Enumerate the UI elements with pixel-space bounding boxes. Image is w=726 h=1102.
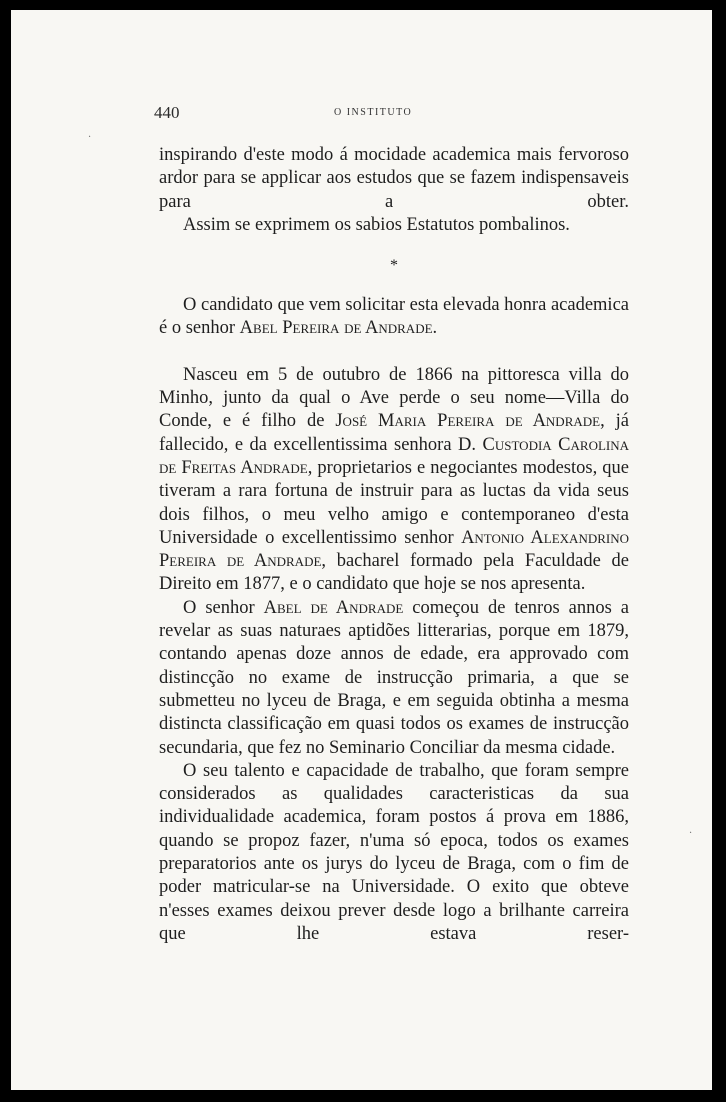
paragraph-birth-text-d: , bacharel formado pela Faculdade de Direito em 1877, e o candidato que hoje se nos apresenta. — [159, 551, 629, 595]
running-title: O INSTITUTO — [334, 107, 413, 118]
candidate-short-name: Abel de Andrade — [263, 597, 404, 618]
paragraph-candidate-end: . — [432, 318, 438, 339]
paragraph-education-text-b: começou de tenros annos a revelar as suas naturaes aptidões litterarias, porque em 1879, contando apenas doze annos de edade, era approvado com distincção no exame de instrucção primaria, a que se submetteu no lyceu de Braga, e em seguida obtinha a mesma distincta classificação em quasi todos os exames de instrucção secundaria, que fez no Seminario Conciliar da mesma cidade. — [159, 597, 629, 758]
paragraph-continued: inspirando d'este modo á mocidade academica mais fervoroso ardor para se applicar aos estudos que se fazem indispensaveis para a obter. — [159, 145, 629, 212]
paragraph-statutes: Assim se exprimem os sabios Estatutos pombalinos. — [183, 214, 570, 235]
section-separator: * — [390, 257, 398, 275]
page-body — [159, 144, 629, 946]
paragraph-birth — [159, 364, 629, 597]
page-number: 440 — [154, 103, 180, 122]
page-header — [154, 103, 629, 127]
paragraph-candidate — [159, 294, 629, 341]
paragraph-birth-text-c: , proprietarios e negociantes modestos, que tiveram a rara fortuna de instruir para as luctas da vida seus dois filhos, o meu velho amigo e contemporaneo d'esta Universidade o excellentissimo senhor — [159, 457, 629, 548]
father-name: José Maria Pereira de Andrade — [335, 411, 601, 432]
paragraph-education — [159, 597, 629, 760]
mother-name: D. Custodia Carolina de Freitas Andrade — [159, 434, 629, 478]
paragraph-talent: O seu talento e capacidade de trabalho, que foram sempre considerados as qualidades caracteristicas da sua individualidade academica, foram postos á prova em 1886, quando se propoz fazer, n'uma só epoca, todos os exames preparatorios ante os jurys do lyceu de Braga, com o fim de poder matricular-se na Universidade. O exito que obteve n'esses exames deixou prever desde logo a brilhante carreira que lhe estava reser- — [159, 760, 629, 944]
paragraph-birth-text-a: Nasceu em 5 de outubro de 1866 na pittoresca villa do Minho, junto da qual o Ave perde o seu nome—Villa do Conde, e é filho de — [159, 364, 629, 432]
brother-name: Antonio Alexandrino Pereira de Andrade — [159, 527, 630, 572]
paragraph-education-text-a: O senhor — [183, 597, 264, 618]
book-page — [11, 10, 712, 1090]
paragraph-candidate-text: O candidato que vem solicitar esta elevada honra academica é o senhor — [159, 295, 629, 339]
margin-speck: · — [88, 132, 92, 143]
paragraph-birth-text-b: , já fallecido, e da excellentissima senhora — [159, 411, 629, 455]
margin-speck: · — [689, 828, 693, 839]
candidate-name: Abel Pereira de Andrade — [239, 318, 433, 339]
